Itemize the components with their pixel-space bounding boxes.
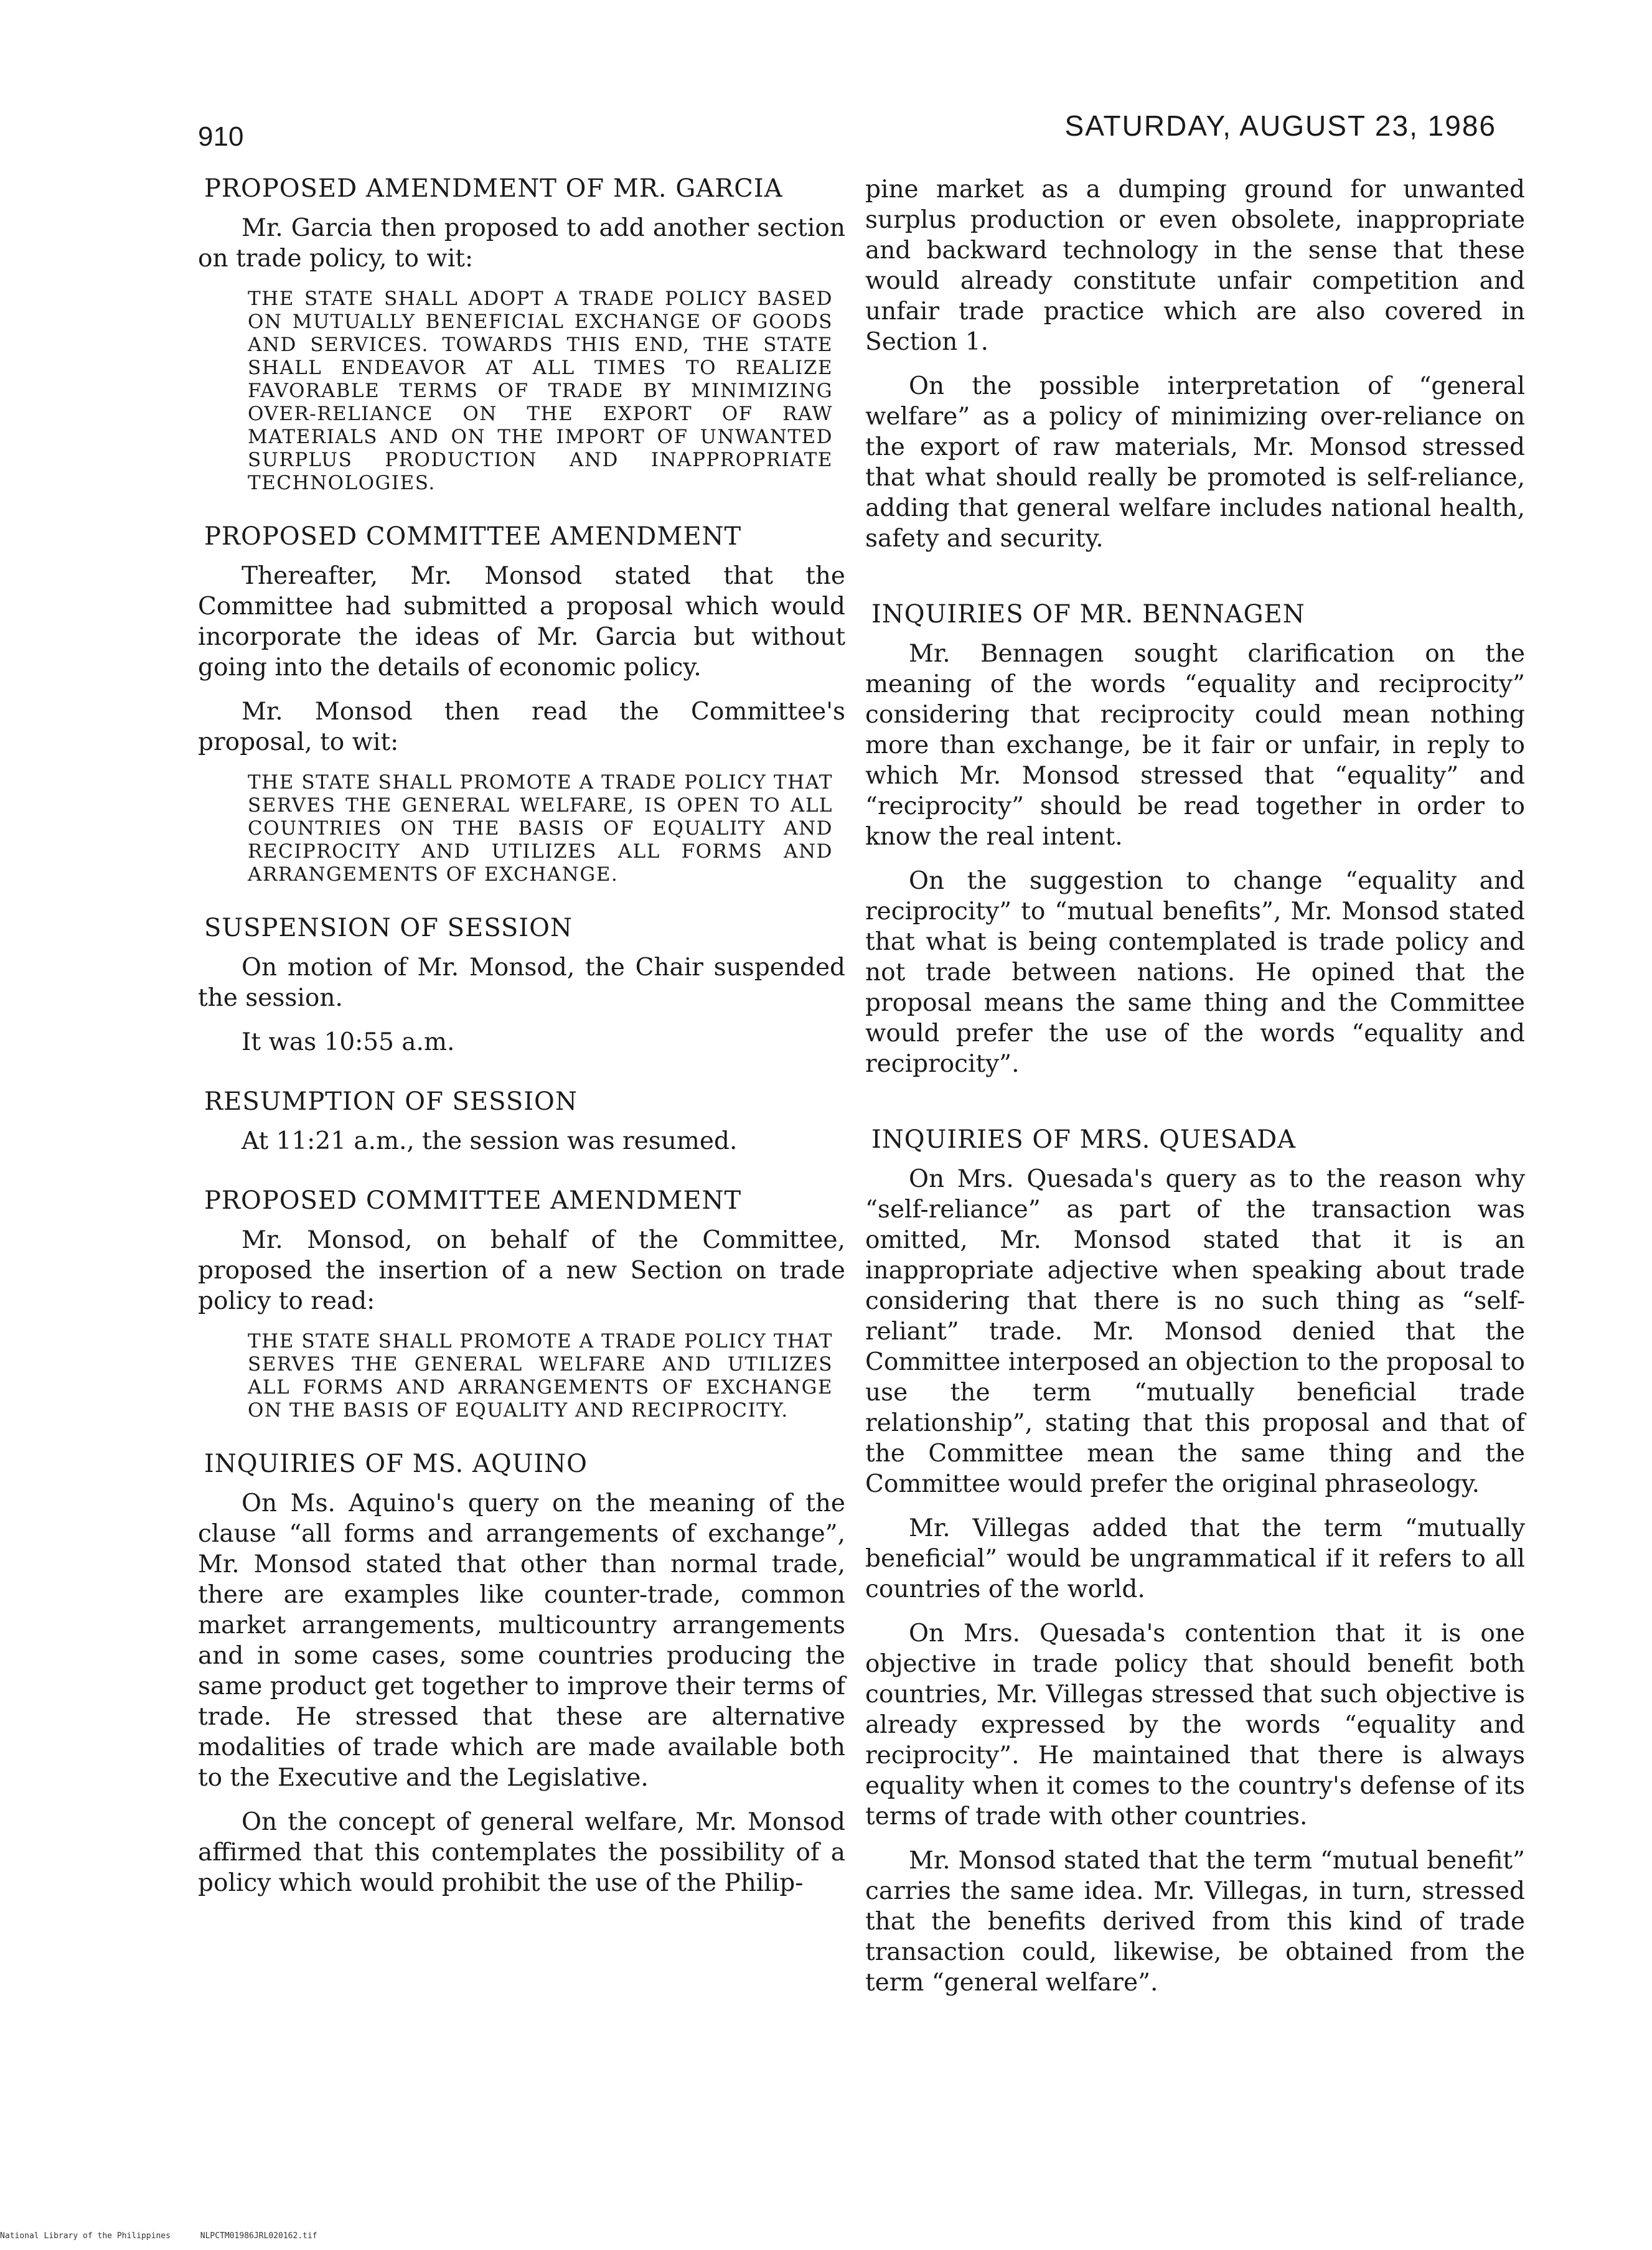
quoted-amendment: THE STATE SHALL PROMOTE A TRADE POLICY THAT SERVES THE GENERAL WELFARE, IS OPEN TO ALL COUNTRIES ON THE BASIS OF EQUALITY AND RECIPROCITY AND UTILIZES ALL FORMS AND ARRANGEMENTS OF EXCHANGE. [248,771,833,886]
paragraph: It was 10:55 a.m. [242,1028,455,1056]
section-heading: PROPOSED COMMITTEE AMENDMENT [204,1186,742,1215]
paragraph: On the possible interpretation of “general welfare” as a policy of minimizing over-reliance on the export of raw materials, Mr. Monsod stressed that what should really be promoted is self-reliance, adding that general welfare includes national health, safety and security. [865,372,1525,553]
paragraph: On the concept of general welfare, Mr. Monsod affirmed that this contemplates the possibility of a policy which would prohibit the use of the Philip- [198,1808,845,1897]
paragraph: Mr. Monsod stated that the term “mutual benefit” carries the same idea. Mr. Villegas, in turn, stressed that the benefits derived from this kind of trade transaction could, likewise, be obtained from the term “general welfare”. [865,1847,1525,1997]
page-number: 910 [198,121,244,152]
paragraph: Mr. Villegas added that the term “mutually beneficial” would be ungrammatical if it refers to all countries of the world. [865,1514,1525,1603]
paragraph: Mr. Monsod, on behalf of the Committee, proposed the insertion of a new Section on trade policy to read: [198,1226,845,1315]
scan-footer [0,2231,342,2241]
section-heading: PROPOSED AMENDMENT OF MR. GARCIA [204,174,783,203]
library-credit: National Library of the Philippines [0,2231,171,2241]
paragraph: On the suggestion to change “equality and reciprocity” to “mutual benefits”, Mr. Monsod stated that what is being contemplated is trade policy and not trade between nations. He opined that the proposal means the same thing and the Committee would prefer the use of the words “equality and reciprocity”. [865,867,1525,1078]
paragraph: pine market as a dumping ground for unwanted surplus production or even obsolete, inappropriate and backward technology in the sense that these would already constitute unfair competition and unfair trade practice which are also covered in Section 1. [865,176,1525,356]
paragraph: On motion of Mr. Monsod, the Chair suspended the session. [198,954,845,1012]
section-heading: INQUIRIES OF MS. AQUINO [204,1450,588,1478]
section-heading: SUSPENSION OF SESSION [204,914,573,942]
section-heading: PROPOSED COMMITTEE AMENDMENT [204,522,742,551]
paragraph: On Mrs. Quesada's contention that it is one objective in trade policy that should benefit both countries, Mr. Villegas stressed that such objective is already expressed by the words “equality and reciprocity”. He maintained that there is always equality when it comes to the country's defense of its terms of trade with other countries. [865,1620,1525,1830]
section-heading: INQUIRIES OF MR. BENNAGEN [871,600,1305,629]
paragraph: Mr. Garcia then proposed to add another section on trade policy, to wit: [198,214,845,273]
paragraph: Mr. Bennagen sought clarification on the meaning of the words “equality and reciprocity” considering that reciprocity could mean nothing more than exchange, be it fair or unfair, in reply to which Mr. Monsod stressed that “equality” and “reciprocity” should be read together in order to know the real intent. [865,640,1525,851]
paragraph: Mr. Monsod then read the Committee's proposal, to wit: [198,698,845,756]
right-column [865,174,1525,2012]
scan-filename: NLPCTM01986JRL020162.tif [200,2231,317,2241]
section-heading: RESUMPTION OF SESSION [204,1087,578,1116]
paragraph: On Ms. Aquino's query on the meaning of the clause “all forms and arrangements of exchange”, Mr. Monsod stated that other than normal trade, there are examples like counter-trade, common market arrangements, multicountry arrangements and in some cases, some countries producing the same product get together to improve their terms of trade. He stressed that these are alternative modalities of trade which are made available both to the Executive and the Legislative. [198,1489,845,1792]
paragraph: Thereafter, Mr. Monsod stated that the Committee had submitted a proposal which would incorporate the ideas of Mr. Garcia but without going into the details of economic policy. [198,562,845,682]
left-column [198,174,845,1912]
quoted-amendment: THE STATE SHALL PROMOTE A TRADE POLICY THAT SERVES THE GENERAL WELFARE AND UTILIZES ALL FORMS AND ARRANGEMENTS OF EXCHANGE ON THE BASIS OF EQUALITY AND RECIPROCITY. [248,1330,833,1422]
paragraph: On Mrs. Quesada's query as to the reason why “self-reliance” as part of the transaction was omitted, Mr. Monsod stated that it is an inappropriate adjective when speaking about trade considering that there is no such thing as “self-reliant” trade. Mr. Monsod denied that the Committee interposed an objection to the proposal to use the term “mutually beneficial trade relationship”, stating that this proposal and that of the Committee mean the same thing and the Committee would prefer the original phraseology. [865,1165,1525,1498]
quoted-amendment: THE STATE SHALL ADOPT A TRADE POLICY BASED ON MUTUALLY BENEFICIAL EXCHANGE OF GOODS AND SERVICES. TOWARDS THIS END, THE STATE SHALL ENDEAVOR AT ALL TIMES TO REALIZE FAVORABLE TERMS OF TRADE BY MINIMIZING OVER-RELIANCE ON THE EXPORT OF RAW MATERIALS AND ON THE IMPORT OF UNWANTED SURPLUS PRODUCTION AND INAPPROPRIATE TECHNOLOGIES. [248,288,833,494]
section-heading: INQUIRIES OF MRS. QUESADA [871,1125,1297,1154]
paragraph: At 11:21 a.m., the session was resumed. [242,1127,738,1155]
page-date: SATURDAY, AUGUST 23, 1986 [1064,110,1496,142]
